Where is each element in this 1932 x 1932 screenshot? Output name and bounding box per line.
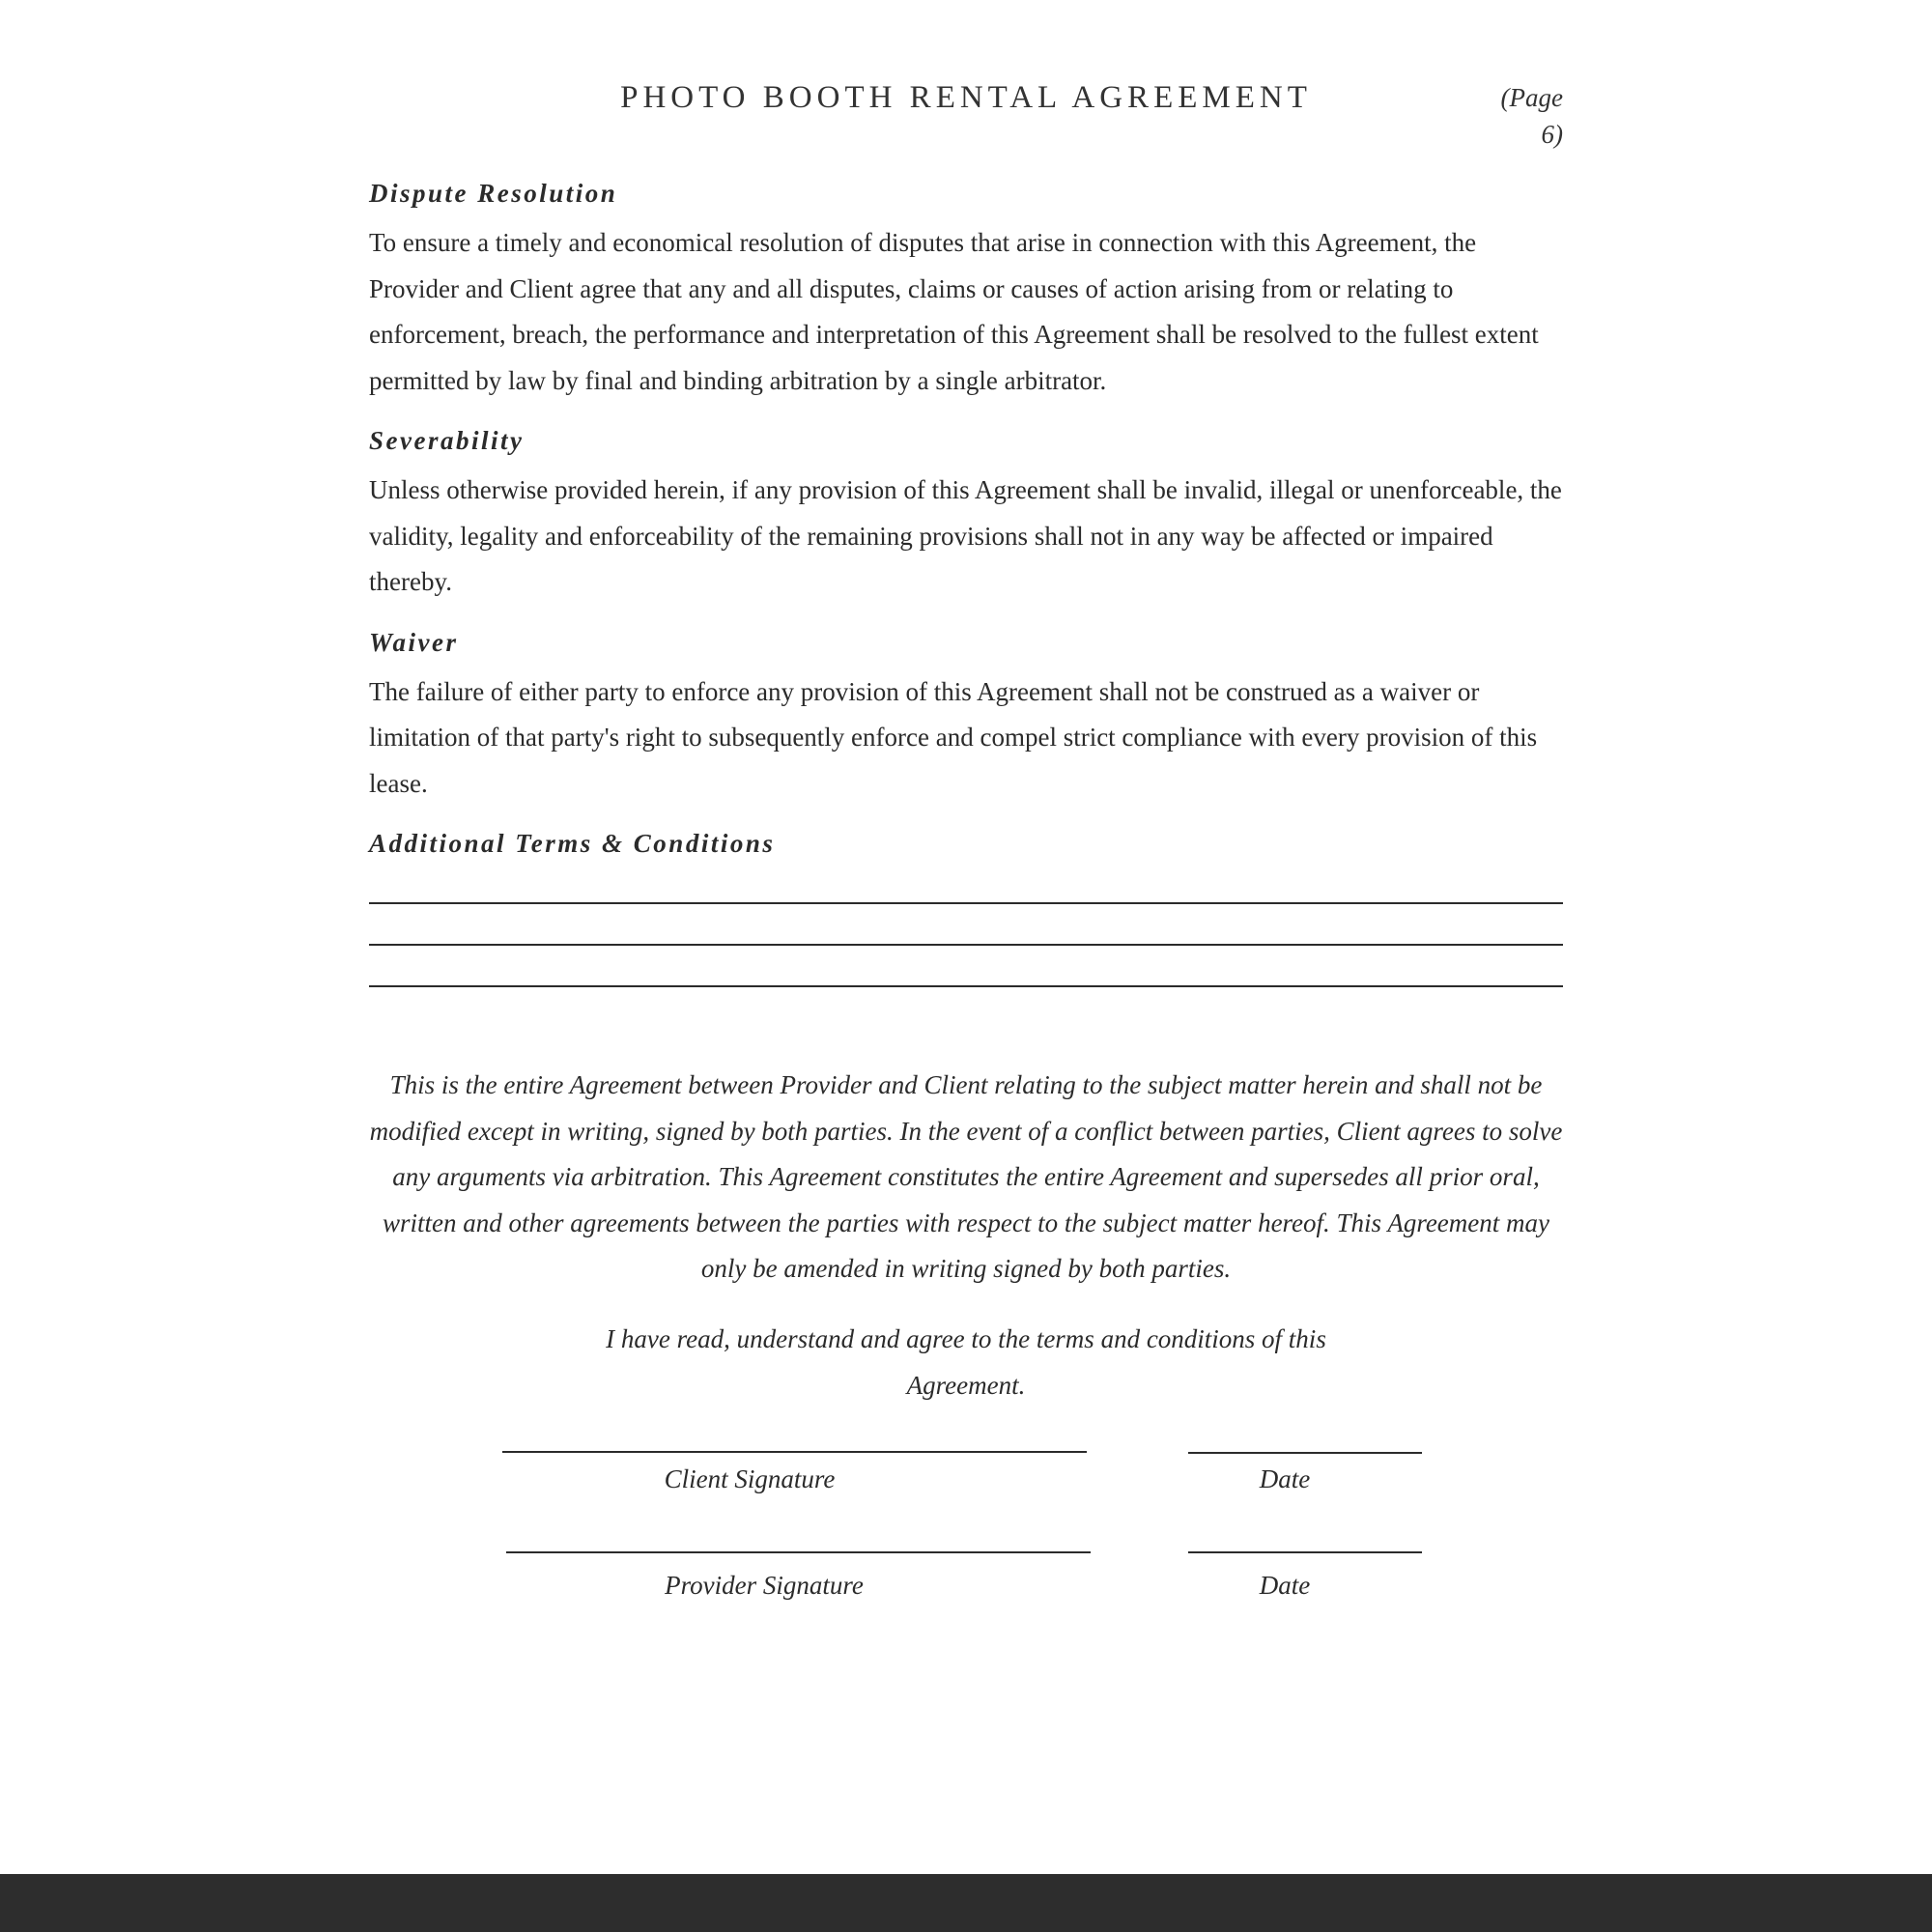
dispute-resolution-heading: Dispute Resolution: [369, 179, 618, 208]
provider-signature-label: Provider Signature: [665, 1571, 864, 1600]
provider-signature-line[interactable]: [506, 1551, 1091, 1553]
waiver-heading: Waiver: [369, 627, 459, 657]
severability-heading: Severability: [369, 426, 525, 455]
agreement-sections: [369, 172, 1563, 865]
page-number: (Page 6): [1500, 83, 1563, 149]
client-date-label: Date: [1259, 1464, 1311, 1493]
additional-terms-line-2[interactable]: [369, 944, 1563, 946]
waiver-body: The failure of either party to enforce any provision of this Agreement shall not be construed as a waiver or limitation of that party's right to subsequently enforce and compel strict compliance with every provision of this lease.: [369, 676, 1538, 798]
dispute-resolution-body: To ensure a timely and economical resolution of disputes that arise in connection with this Agreement, the Provider and Client agree that any and all disputes, claims or causes of action arising from or relating to enforcement, breach, the performance and interpretation of this Agreement shall be resolved to the fullest extent permitted by law by final and binding arbitration by a single arbitrator.: [369, 228, 1539, 395]
client-date-line[interactable]: [1188, 1452, 1422, 1454]
additional-terms-line-3[interactable]: [369, 985, 1563, 987]
client-signature-label: Client Signature: [664, 1464, 836, 1493]
additional-terms-line-1[interactable]: [369, 902, 1563, 904]
page-title: PHOTO BOOTH RENTAL AGREEMENT: [620, 80, 1312, 115]
acknowledgement-text: I have read, understand and agree to the terms and conditions of this Agreement.: [606, 1324, 1326, 1400]
provider-date-line[interactable]: [1188, 1551, 1422, 1553]
additional-terms-heading: Additional Terms & Conditions: [369, 829, 776, 858]
footer-bar: [0, 1874, 1932, 1932]
closing-statement: This is the entire Agreement between Provider and Client relating to the subject matter herein and shall not be modified except in writing, signed by both parties. In the event of a conflict between parties, Client agrees to solve any arguments via arbitration. This Agreement constitutes the entire Agreement and supersedes all prior oral, written and other agreements between the parties with respect to the subject matter hereof. This Agreement may only be amended in writing signed by both parties.: [369, 1070, 1563, 1283]
provider-date-label: Date: [1259, 1571, 1311, 1600]
client-signature-line[interactable]: [502, 1451, 1087, 1453]
severability-body: Unless otherwise provided herein, if any provision of this Agreement shall be invalid, illegal or unenforceable, the validity, legality and enforceability of the remaining provisions shall not in any way be affected or impaired thereby.: [369, 475, 1562, 596]
